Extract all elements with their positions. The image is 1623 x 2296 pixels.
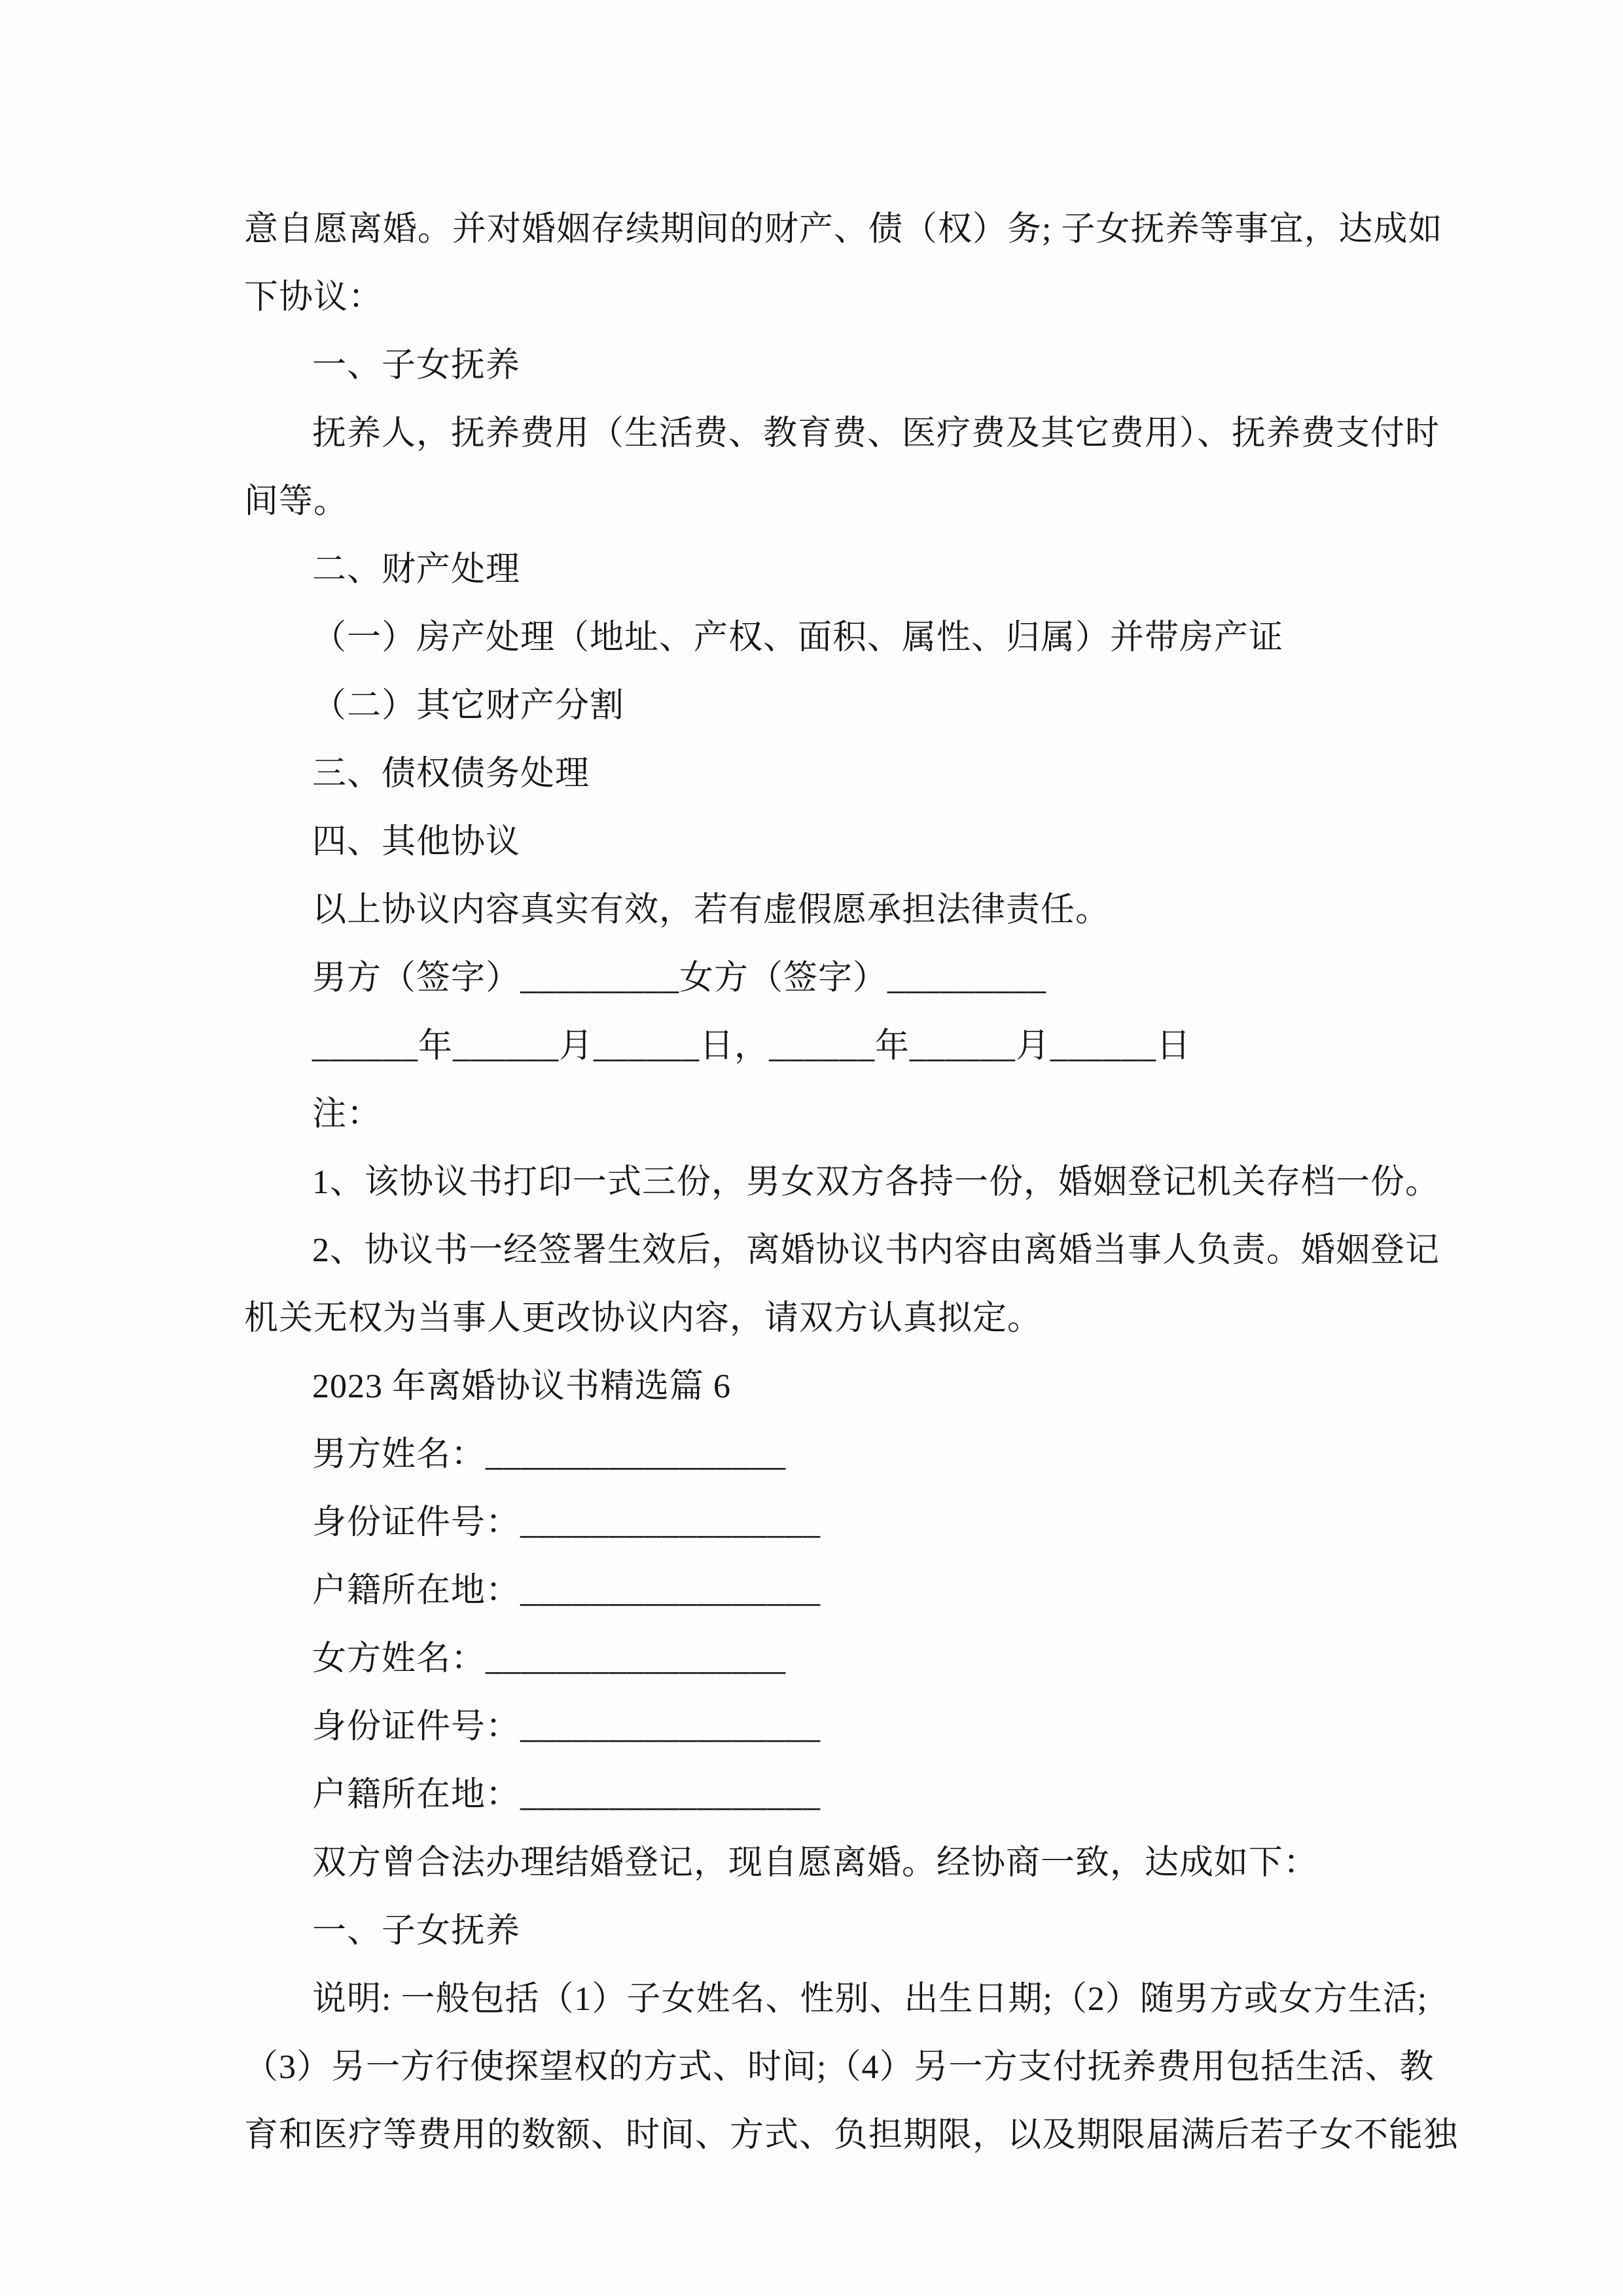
text-line: 一、子女抚养 xyxy=(312,347,521,384)
text-line: 男方姓名：_________________ xyxy=(312,1436,787,1473)
text-line: （一）房产处理（地址、产权、面积、属性、归属）并带房产证 xyxy=(312,619,1284,656)
text-line: 2、协议书一经签署生效后，离婚协议书内容由离婚当事人负责。婚姻登记 xyxy=(312,1232,1440,1269)
text-line: 育和医疗等费用的数额、时间、方式、负担期限，以及期限届满后若子女不能独 xyxy=(244,2117,1459,2154)
text-line: 说明: 一般包括（1）子女姓名、性别、出生日期;（2）随男方或女方生活; xyxy=(312,1981,1428,2018)
text-line: 意自愿离婚。并对婚姻存续期间的财产、债（权）务; 子女抚养等事宜，达成如 xyxy=(244,211,1443,248)
text-line: 一、子女抚养 xyxy=(312,1912,521,1950)
text-line: （二）其它财产分割 xyxy=(312,687,625,725)
text-line: ______年______月______日，______年______月______日 xyxy=(312,1028,1192,1065)
text-line: 三、债权债务处理 xyxy=(312,755,590,793)
text-line: 抚养人，抚养费用（生活费、教育费、医疗费及其它费用）、抚养费支付时 xyxy=(312,415,1440,452)
text-line: 以上协议内容真实有效，若有虚假愿承担法律责任。 xyxy=(312,891,1111,929)
text-line: 男方（签字）_________女方（签字）_________ xyxy=(312,960,1047,997)
text-line: 户籍所在地：_________________ xyxy=(312,1572,821,1609)
document-body xyxy=(244,196,1459,2170)
text-line: 女方姓名：_________________ xyxy=(312,1640,787,1677)
text-line: 2023 年离婚协议书精选篇 6 xyxy=(312,1368,732,1405)
text-line: 二、财产处理 xyxy=(312,551,521,588)
text-line: 身份证件号：_________________ xyxy=(312,1708,821,1746)
text-line: 注： xyxy=(312,1096,382,1133)
text-line: 户籍所在地：_________________ xyxy=(312,1776,821,1814)
text-line: 机关无权为当事人更改协议内容，请双方认真拟定。 xyxy=(244,1300,1043,1337)
text-line: 双方曾合法办理结婚登记，现自愿离婚。经协商一致，达成如下： xyxy=(312,1844,1319,1882)
text-line: 身份证件号：_________________ xyxy=(312,1504,821,1541)
text-line: 1、该协议书打印一式三份，男女双方各持一份，婚姻登记机关存档一份。 xyxy=(312,1164,1440,1201)
text-line: 下协议： xyxy=(244,279,383,316)
text-line: 间等。 xyxy=(244,483,349,520)
text-line: （3）另一方行使探望权的方式、时间;（4）另一方支付抚养费用包括生活、教 xyxy=(244,2049,1435,2086)
text-line: 四、其他协议 xyxy=(312,823,521,861)
